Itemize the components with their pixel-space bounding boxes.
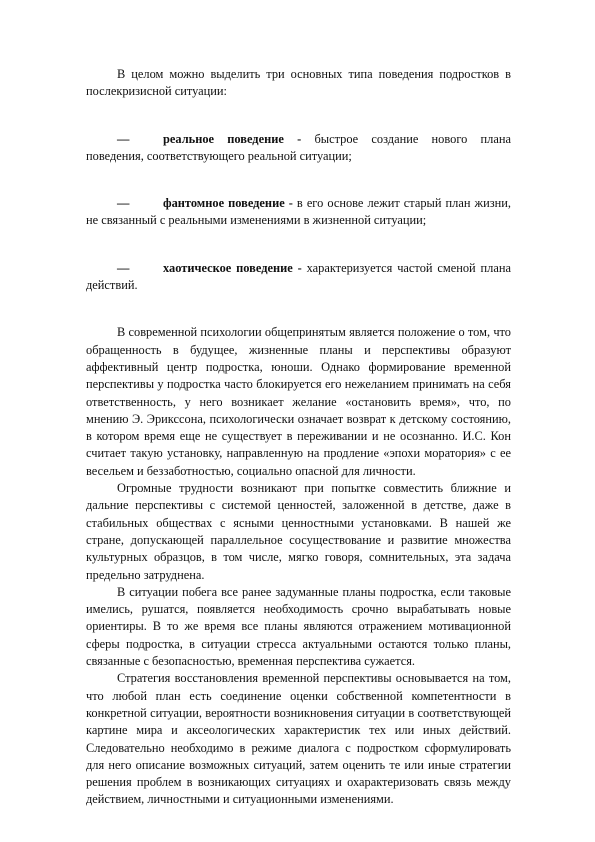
behavior-type-item bbox=[86, 260, 511, 295]
dash-marker: — bbox=[117, 131, 130, 146]
body-paragraph: В современной психологии общепринятым является положение о том, что обращенность в будущее, жизненные планы и перспективы образуют аффективный центр подростка, юноши. Однако формирование временной перспективы у подростка часто блокируется его нежеланием принимать на себя ответственность, у него возникает желание «остановить время», что, по мнению Э. Эрикссона, психологически означает возврат к детскому состоянию, в котором время еще не существует в переживании и не осознанно. И.С. Кон считает такую установку, направленную на продление «эпохи моратория» с ее весельем и беззаботностью, социально опасной для личности. bbox=[86, 325, 511, 478]
intro-paragraph: В целом можно выделить три основных типа поведения подростков в послекризисной ситуации: bbox=[86, 67, 511, 99]
term-separator: - bbox=[284, 196, 297, 211]
body-paragraph: В ситуации побега все ранее задуманные планы подростка, если таковые имелись, рушатся, появляется необходимость срочно вырабатывать новые ориентиры. В то же время все планы являются отражением мотивационной сферы подростка, в ситуации стресса актуальными остаются только планы, связанные с безопасностью, временная перспектива сужается. bbox=[86, 584, 511, 669]
body-paragraph: Огромные трудности возникают при попытке совместить ближние и дальние перспективы с системой ценностей, заложенной в детстве, даже в стабильных обществах с ясными ценностными установками. В нашей же стране, допускающей параллельное сосуществование и развитие множества культурных образцов, в том числе, мягко говоря, сомнительных, эта задача предельно затруднена. bbox=[86, 481, 511, 582]
term-separator: - bbox=[283, 131, 315, 146]
behavior-type-term: реальное поведение bbox=[163, 131, 284, 146]
dash-marker: — bbox=[117, 260, 130, 275]
body-paragraph: Стратегия восстановления временной перспективы основывается на том, что любой план есть соединение оценки собственной компетентности в конкретной ситуации, вероятности возникновения ситуации в соответствующей картине мира и аксеологических характеристик тех или иных действий. Следовательно необходимо в режиме диалога с подростком сформулировать для него описание возможных ситуаций, затем оценить те или иные стратегии решения проблем в возникающих ситуациях и охарактеризовать связь между действием, личностными и ситуационными изменениями. bbox=[86, 671, 511, 807]
behavior-type-description: в его основе лежит старый план жизни, не связанный с реальными изменениями в жизненной ситуации; bbox=[86, 196, 511, 228]
behavior-type-item bbox=[86, 195, 511, 230]
behavior-type-term: хаотическое поведение bbox=[163, 260, 293, 275]
behavior-type-description: характеризуется частой сменой плана действий. bbox=[86, 260, 511, 293]
document-page bbox=[86, 66, 511, 809]
behavior-type-item bbox=[86, 131, 511, 166]
behavior-type-term: фантомное поведение bbox=[163, 196, 285, 211]
dash-marker: — bbox=[117, 196, 130, 211]
behavior-type-description: быстрое создание нового плана поведения, соответствующего реальной ситуации; bbox=[86, 131, 511, 163]
term-separator: - bbox=[292, 260, 307, 275]
